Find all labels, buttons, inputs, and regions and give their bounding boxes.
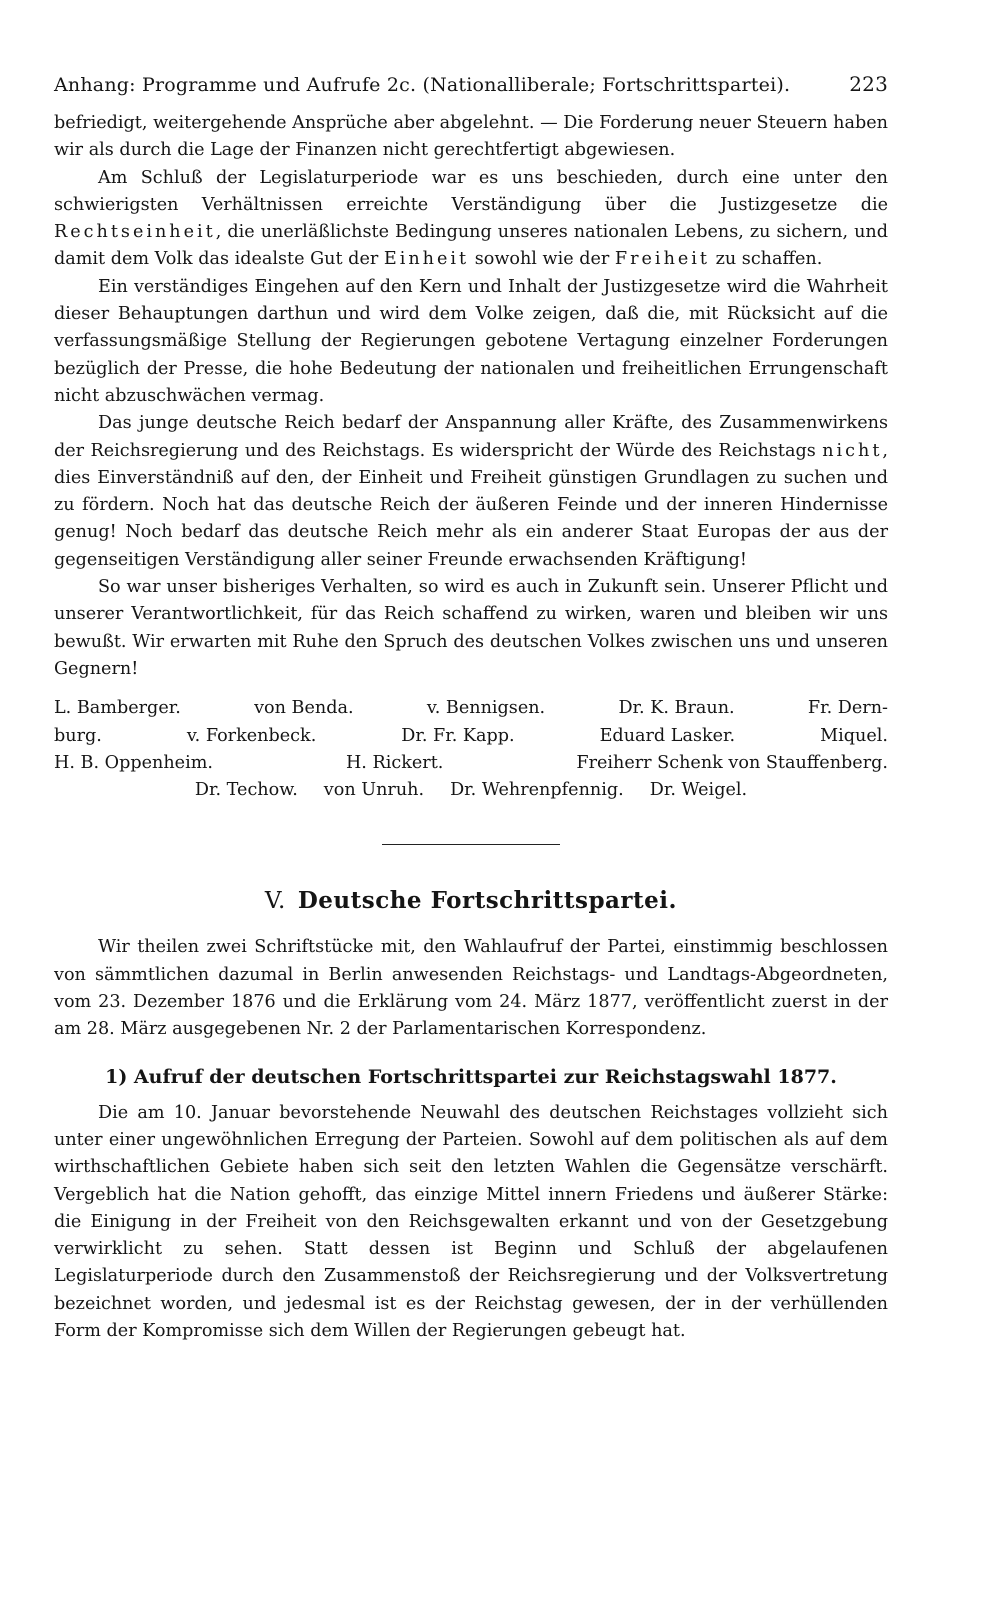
paragraph-justice-laws: Ein verständiges Eingehen auf den Kern und Inhalt der Justizgesetze wird die Wahrheit dieser Behauptungen darthun und wird dem Volke zeigen, daß die, mit Rücksicht auf die verfassungsmäßige Stellung der Regierungen gebotene Vertagung einzelner Forderungen bezüglich der Presse, die hohe Bedeutung der nationalen und freiheitlichen Errungenschaft nicht abzuschwächen vermag. — [54, 276, 888, 406]
signatory: Miquel. — [820, 725, 888, 746]
emphasis-rechtseinheit: Rechtseinheit — [54, 222, 216, 243]
signatory: von Unruh. — [323, 780, 425, 801]
signature-line — [54, 723, 888, 750]
running-title: Anhang: Programme und Aufrufe 2c. (Nationalliberale; Fortschrittspartei). — [54, 74, 791, 96]
signature-block — [54, 695, 888, 804]
paragraph-legislature — [54, 165, 888, 274]
section-divider — [382, 844, 560, 845]
section-number: V. — [264, 888, 286, 915]
section-title: Deutsche Fortschrittspartei. — [297, 887, 678, 915]
signature-line — [54, 750, 888, 777]
text-run: zu schaffen. — [710, 249, 823, 270]
signatory: Fr. Dern- — [807, 698, 888, 719]
paragraph-continuation: befriedigt, weitergehende Ansprüche aber abgelehnt. — Die Forderung neuer Steuern haben wir als durch die Lage der Finanzen nicht gerechtfertigt abgewiesen. — [54, 113, 888, 161]
signatory: v. Forkenbeck. — [186, 725, 317, 746]
signatory: Eduard Lasker. — [599, 725, 736, 746]
signature-line — [54, 777, 888, 804]
signatory: H. B. Oppenheim. — [54, 752, 213, 773]
signatory: v. Bennigsen. — [426, 698, 546, 719]
text-run: , dies Einverständniß auf den, der Einheit und Freiheit günstigen Grundlagen zu suchen und zu fördern. Noch hat das deutsche Reich der äußeren Feinde und der inneren Hindernisse genug! Noch bedarf das deutsche Reich mehr als ein anderer Staat Europas der aus der gegenseitigen Verständigung aller seiner Freunde erwachsenden Kräftigung! — [54, 440, 888, 570]
signatory: L. Bamberger. — [54, 698, 181, 719]
subsection-heading: 1) Aufruf der deutschen Fortschrittspartei zur Reichstagswahl 1877. — [105, 1065, 837, 1088]
text-run: sowohl wie der — [469, 249, 615, 270]
signatory: Dr. Fr. Kapp. — [401, 725, 515, 746]
emphasis-nicht: nicht — [822, 440, 883, 461]
signatory: Dr. Wehrenpfennig. — [450, 780, 624, 801]
paragraph-young-reich — [54, 410, 888, 574]
emphasis-einheit: Einheit — [383, 249, 470, 270]
signatory: Freiherr Schenk von Stauffenberg. — [576, 752, 888, 773]
text-run: Das junge deutsche Reich bedarf der Anspannung aller Kräfte, des Zusammenwirkens der Reichsregierung und des Reichstags. Es widerspricht der Würde des Reichstags — [54, 413, 888, 461]
signatory: burg. — [54, 725, 102, 746]
paragraph-section-intro: Wir theilen zwei Schriftstücke mit, den Wahlaufruf der Partei, einstimmig beschlossen von sämmtlichen dazumal in Berlin anwesenden Reichstags- und Landtags-Abgeordneten, vom 23. Dezember 1876 und die Erklärung vom 24. März 1877, veröffentlicht zuerst in der am 28. März ausgegebenen Nr. 2 der Parlamentarischen Korrespondenz. — [54, 937, 888, 1040]
paragraph-election-call: Die am 10. Januar bevorstehende Neuwahl des deutschen Reichstages vollzieht sich unter einer ungewöhnlichen Erregung der Parteien. Sowohl auf dem politischen als auf dem wirthschaftlichen Gebiete haben sich seit den letzten Wahlen die Gegensätze verschärft. Vergeblich hat die Nation gehofft, das einzige Mittel innern Friedens und äußerer Stärke: die Einigung in der Freiheit von den Reichsgewalten erkannt und von der Gesetzgebung verwirklicht zu sehen. Statt dessen ist Beginn und Schluß der abgelaufenen Legislaturperiode durch den Zusammenstoß der Reichsregierung und der Volksvertretung bezeichnet worden, und jedesmal ist es der Reichstag gewesen, der in der verhüllenden Form der Kompromisse sich dem Willen der Regierungen gebeugt hat. — [54, 1102, 888, 1341]
signatory: Dr. Techow. — [194, 780, 298, 801]
signatory: Dr. K. Braun. — [618, 698, 735, 719]
paragraph-conduct: So war unser bisheriges Verhalten, so wird es auch in Zukunft sein. Unserer Pflicht und unserer Verantwortlichkeit, für das Reich schaffend zu wirken, waren und bleiben wir uns bewußt. Wir erwarten mit Ruhe den Spruch des deutschen Volkes zwischen uns und unseren Gegnern! — [54, 577, 888, 679]
page-number: 223 — [849, 72, 888, 96]
running-header — [54, 72, 888, 96]
signatory: Dr. Weigel. — [649, 780, 748, 801]
signatory: H. Rickert. — [345, 752, 444, 773]
section-heading — [54, 887, 888, 914]
text-run: Am Schluß der Legislaturperiode war es uns beschieden, durch eine unter den schwierigsten Verhältnissen erreichte Verständigung über die Justizgesetze die — [54, 167, 888, 215]
emphasis-freiheit: Freiheit — [614, 249, 711, 270]
signature-line — [54, 695, 888, 722]
signatory: von Benda. — [254, 698, 354, 719]
text-run: , die unerläßlichste Bedingung unseres nationalen Lebens, zu sichern, und damit dem Volk das idealste Gut der — [54, 222, 888, 270]
